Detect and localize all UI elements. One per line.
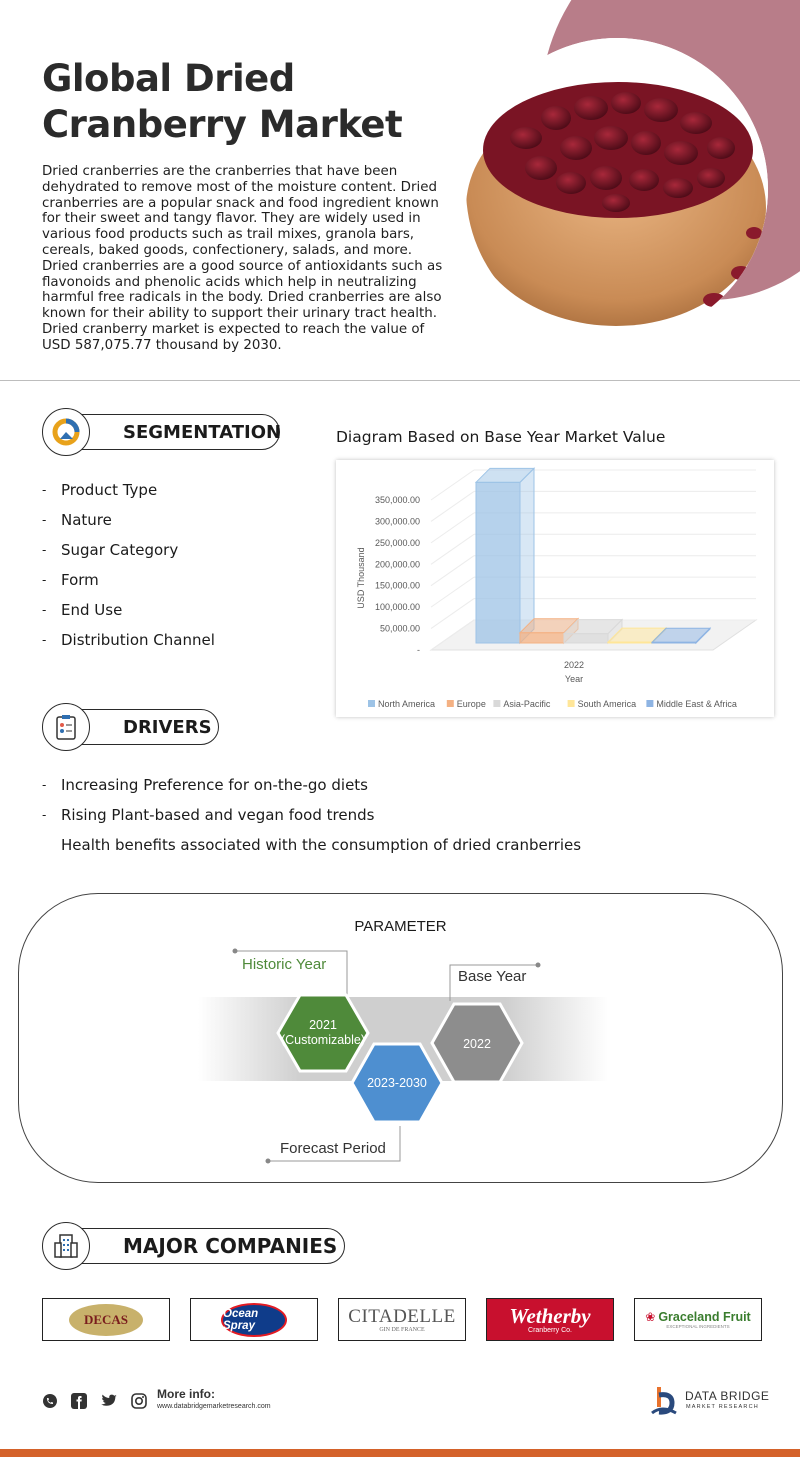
cranberry-bowl-image — [466, 38, 768, 340]
brand-subtitle: MARKET RESEARCH — [686, 1404, 759, 1410]
logo-ocean-spray: Ocean Spray — [190, 1298, 318, 1341]
y-tick-label: - — [417, 645, 420, 655]
list-item: - Form — [42, 571, 99, 589]
forecast-period-label: Forecast Period — [280, 1140, 386, 1157]
list-item: - Nature — [42, 511, 112, 529]
y-tick-label: 50,000.00 — [379, 623, 420, 634]
bar — [564, 634, 608, 643]
website-link[interactable]: www.databridgemarketresearch.com — [157, 1403, 271, 1410]
graceland-mark-icon: ❀ — [645, 1310, 656, 1324]
logo-wetherby: Wetherby Cranberry Co. — [486, 1298, 614, 1341]
historic-year-value: 2021 (Customizable) — [280, 1018, 366, 1047]
whatsapp-icon[interactable] — [42, 1393, 58, 1409]
section-divider — [0, 380, 800, 381]
segmentation-heading-label: SEGMENTATION — [123, 421, 282, 443]
y-tick-label: 150,000.00 — [374, 580, 420, 591]
legend-label: Asia-Pacific — [503, 699, 551, 709]
list-item: - End Use — [42, 601, 123, 619]
pie-chart-icon — [42, 408, 90, 456]
forecast-period-value: 2023-2030 — [367, 1076, 427, 1090]
legend-label: Europe — [456, 699, 486, 709]
facebook-icon[interactable] — [71, 1393, 87, 1409]
y-tick-label: 200,000.00 — [374, 559, 420, 570]
list-item: Health benefits associated with the consumption of dried cranberries — [61, 836, 582, 854]
legend-swatch — [493, 700, 500, 707]
social-links — [42, 1393, 147, 1409]
companies-heading-label: MAJOR COMPANIES — [123, 1234, 338, 1258]
companies-heading — [64, 1228, 345, 1264]
y-tick-label: 250,000.00 — [374, 537, 420, 548]
page-title: Global Dried Cranberry Market — [42, 57, 403, 146]
list-item: - Rising Plant-based and vegan food trends — [42, 806, 375, 824]
logo-graceland-fruit: ❀ Graceland Fruit EXCEPTIONAL INGREDIENTS — [634, 1298, 762, 1341]
list-item: - Sugar Category — [42, 541, 179, 559]
bar-chart-canvas — [336, 460, 774, 717]
legend-label: North America — [378, 699, 436, 709]
base-year-label: Base Year — [458, 968, 527, 985]
legend-swatch — [646, 700, 653, 707]
parameter-heading: PARAMETER — [354, 918, 447, 935]
x-axis-label: Year — [564, 674, 584, 684]
base-year-value: 2022 — [463, 1037, 491, 1051]
legend-label: South America — [577, 699, 637, 709]
segmentation-list — [42, 475, 302, 655]
intro-paragraph: Dried cranberries are the cranberries that have been dehydrated to remove most of the moisture content. Dried cranberries are a popular snack and food ingredient known for their sweet and tangy flavor. They are widely used in various food products such as trail mixes, granola bars, cereals, baked goods, confectionery, salads, and more. Dried cranberries are a good source of antioxidants such as flavonoids and phenolic acids which help in neutralizing harmful free radicals in the body. Dried cranberries are also known for their ability to support their urinary tract health. Dried cranberry market is expected to reach the value of USD 587,075.77 thousand by 2030. — [42, 164, 443, 353]
footer-bar — [0, 1449, 800, 1457]
bar — [520, 633, 564, 643]
brand-name: DATA BRIDGE — [685, 1389, 770, 1403]
building-icon — [42, 1222, 90, 1270]
logo-citadelle: CITADELLE GIN DE FRANCE — [338, 1298, 466, 1341]
y-tick-label: 300,000.00 — [374, 516, 420, 527]
bar — [476, 482, 520, 643]
legend-swatch — [568, 700, 575, 707]
list-item: - Distribution Channel — [42, 631, 215, 649]
bar-side — [520, 468, 534, 643]
segmentation-heading — [64, 414, 280, 450]
chart-heading: Diagram Based on Base Year Market Value — [336, 428, 666, 446]
y-tick-label: 350,000.00 — [374, 495, 420, 505]
legend-swatch — [368, 700, 375, 707]
more-info-label: More info: — [157, 1387, 215, 1401]
list-item: - Product Type — [42, 481, 158, 499]
drivers-heading-label: DRIVERS — [123, 716, 212, 738]
data-bridge-logo-icon — [650, 1385, 682, 1422]
bar-chart — [336, 460, 774, 717]
list-item: - Increasing Preference for on-the-go diets — [42, 776, 368, 794]
clipboard-icon — [42, 703, 90, 751]
legend-swatch — [447, 700, 454, 707]
x-tick-label: 2022 — [563, 660, 585, 670]
twitter-icon[interactable] — [100, 1393, 118, 1409]
y-tick-label: 100,000.00 — [374, 602, 420, 613]
parameter-diagram — [18, 893, 783, 1183]
legend-label: Middle East & Africa — [656, 699, 737, 709]
historic-year-label: Historic Year — [242, 956, 327, 973]
instagram-icon[interactable] — [131, 1393, 147, 1409]
logo-decas: DECAS — [42, 1298, 170, 1341]
drivers-list — [42, 770, 742, 860]
y-axis-label: USD Thousand — [356, 547, 366, 609]
